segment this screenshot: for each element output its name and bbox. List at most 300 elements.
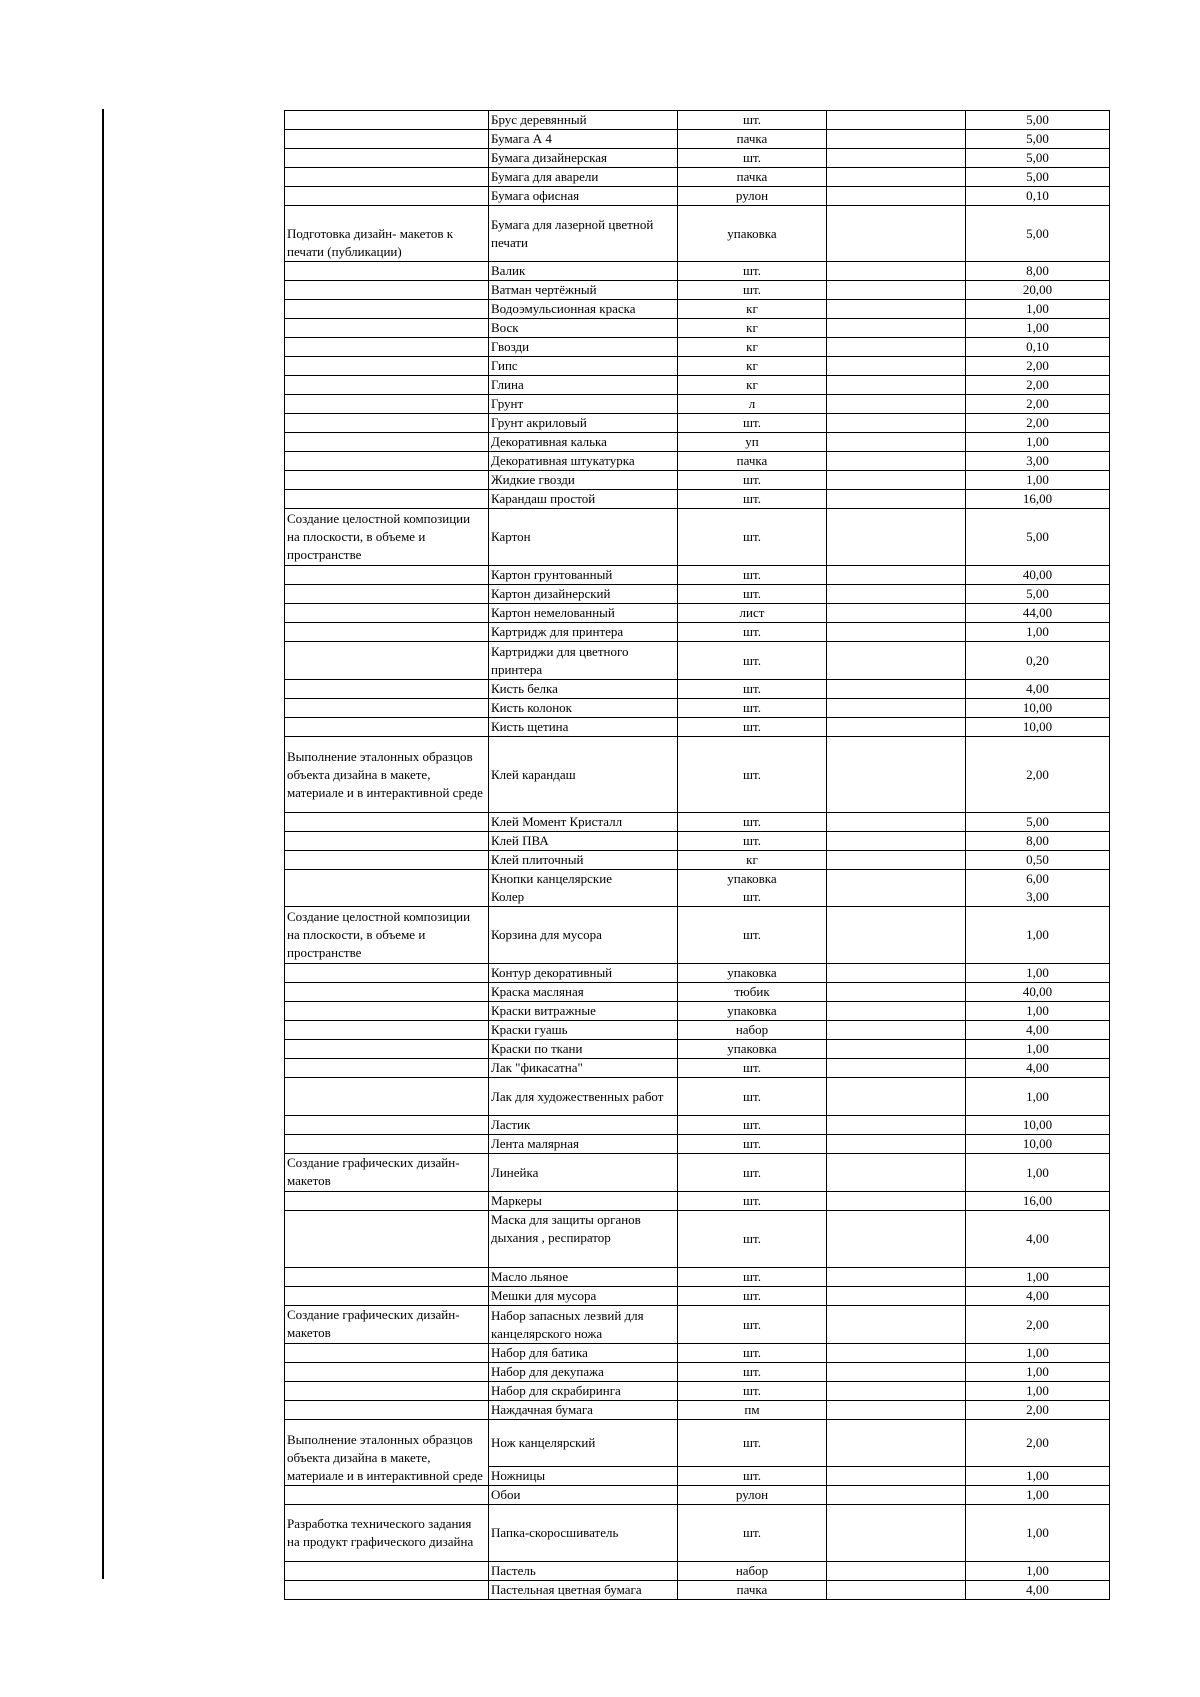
table-row (285, 206, 1110, 262)
empty-cell (827, 1467, 966, 1486)
unit-cell: шт. (678, 1268, 827, 1287)
task-cell (285, 1192, 489, 1211)
unit-cell: кг (678, 338, 827, 357)
task-cell: Разработка технического задания на продукт графического дизайна (285, 1505, 489, 1562)
unit-cell: пачка (678, 130, 827, 149)
empty-cell (827, 206, 966, 262)
table-row (285, 376, 1110, 395)
task-cell (285, 1401, 489, 1420)
task-cell (285, 1344, 489, 1363)
unit-cell: кг (678, 319, 827, 338)
table-row (285, 1116, 1110, 1135)
empty-cell (827, 907, 966, 964)
empty-cell (827, 376, 966, 395)
unit-cell: шт. (678, 1211, 827, 1268)
unit-cell: шт. (678, 414, 827, 433)
unit-cell: набор (678, 1562, 827, 1581)
task-cell: Создание графических дизайн-макетов (285, 1306, 489, 1344)
unit-cell: шт. (678, 718, 827, 737)
unit-cell: пачка (678, 168, 827, 187)
material-name-cell: Бумага А 4 (489, 130, 678, 149)
quantity-cell: 5,00 (966, 130, 1110, 149)
empty-cell (827, 1382, 966, 1401)
table-row (285, 1040, 1110, 1059)
table-row (285, 718, 1110, 737)
table-row (285, 1268, 1110, 1287)
empty-cell (827, 623, 966, 642)
material-name-cell: Гвозди (489, 338, 678, 357)
unit-cell: лист (678, 604, 827, 623)
table-row (285, 111, 1110, 130)
unit-cell: шт. (678, 149, 827, 168)
material-name-cell: Гипс (489, 357, 678, 376)
quantity-cell: 1,00 (966, 300, 1110, 319)
unit-cell: кг (678, 300, 827, 319)
table-row (285, 300, 1110, 319)
unit-cell: шт. (678, 490, 827, 509)
quantity-cell: 2,00 (966, 737, 1110, 813)
table-row (285, 1002, 1110, 1021)
task-cell (285, 1002, 489, 1021)
unit-cell: шт. (678, 1154, 827, 1192)
material-name-cell: Набор для батика (489, 1344, 678, 1363)
table-row (285, 983, 1110, 1002)
table-row (285, 642, 1110, 680)
material-name-cell: Картон грунтованный (489, 566, 678, 585)
unit-cell: упаковка (678, 964, 827, 983)
quantity-cell: 1,00 (966, 1268, 1110, 1287)
material-name-cell: Бумага офисная (489, 187, 678, 206)
empty-cell (827, 604, 966, 623)
quantity-cell: 10,00 (966, 699, 1110, 718)
task-cell (285, 187, 489, 206)
unit-cell: шт. (678, 262, 827, 281)
quantity-cell: 1,00 (966, 907, 1110, 964)
quantity-cell: 20,00 (966, 281, 1110, 300)
task-cell (285, 1078, 489, 1116)
unit-cell: шт. (678, 566, 827, 585)
table-row (285, 1420, 1110, 1467)
material-name-cell: Лак "фикасатна" (489, 1059, 678, 1078)
materials-table-body (285, 111, 1110, 1600)
table-row (285, 1021, 1110, 1040)
empty-cell (827, 357, 966, 376)
unit-cell: шт. (678, 1467, 827, 1486)
table-row (285, 680, 1110, 699)
unit-cell: пачка (678, 452, 827, 471)
unit-cell: рулон (678, 187, 827, 206)
quantity-cell: 5,00 (966, 111, 1110, 130)
task-cell (285, 414, 489, 433)
quantity-cell: 1,00 (966, 1078, 1110, 1116)
quantity-cell: 4,00 (966, 1021, 1110, 1040)
table-row (285, 585, 1110, 604)
task-cell (285, 490, 489, 509)
material-name-cell: Бумага для лазерной цветной печати (489, 206, 678, 262)
task-cell (285, 1363, 489, 1382)
unit-cell: пм (678, 1401, 827, 1420)
empty-cell (827, 1040, 966, 1059)
quantity-cell: 16,00 (966, 1192, 1110, 1211)
unit-cell: шт. (678, 737, 827, 813)
table-row (285, 414, 1110, 433)
unit-cell: шт. (678, 1363, 827, 1382)
material-name-cell: Клей карандаш (489, 737, 678, 813)
task-cell (285, 832, 489, 851)
material-name-cell: Водоэмульсионная краска (489, 300, 678, 319)
unit-cell: кг (678, 357, 827, 376)
table-row (285, 832, 1110, 851)
quantity-cell: 1,00 (966, 964, 1110, 983)
table-row (285, 433, 1110, 452)
task-cell (285, 1211, 489, 1268)
table-row (285, 1562, 1110, 1581)
unit-cell: шт. (678, 1306, 827, 1344)
task-cell (285, 395, 489, 414)
quantity-cell: 5,00 (966, 168, 1110, 187)
empty-cell (827, 832, 966, 851)
table-row (285, 566, 1110, 585)
empty-cell (827, 1401, 966, 1420)
unit-cell: шт. (678, 1420, 827, 1467)
task-cell (285, 1116, 489, 1135)
unit-cell: шт. (678, 623, 827, 642)
table-row (285, 281, 1110, 300)
task-cell (285, 1382, 489, 1401)
empty-cell (827, 737, 966, 813)
quantity-cell: 1,00 (966, 1040, 1110, 1059)
empty-cell (827, 566, 966, 585)
table-row (285, 1486, 1110, 1505)
unit-cell: шт. (678, 1505, 827, 1562)
empty-cell (827, 1059, 966, 1078)
task-cell (285, 851, 489, 870)
material-name-cell: Краска масляная (489, 983, 678, 1002)
empty-cell (827, 1078, 966, 1116)
task-cell (285, 1287, 489, 1306)
quantity-cell: 10,00 (966, 1116, 1110, 1135)
task-cell: Создание целостной композиции на плоскости, в объеме и пространстве (285, 509, 489, 566)
task-cell: Подготовка дизайн- макетов к печати (публикации) (285, 206, 489, 262)
material-name-cell: Кнопки канцелярские (489, 870, 678, 889)
unit-cell: шт. (678, 111, 827, 130)
task-cell (285, 1135, 489, 1154)
unit-cell: кг (678, 376, 827, 395)
empty-cell (827, 490, 966, 509)
table-row (285, 1078, 1110, 1116)
material-name-cell: Пастель (489, 1562, 678, 1581)
quantity-cell: 0,10 (966, 338, 1110, 357)
table-row (285, 851, 1110, 870)
material-name-cell: Ватман чертёжный (489, 281, 678, 300)
task-cell (285, 300, 489, 319)
quantity-cell: 5,00 (966, 206, 1110, 262)
table-row (285, 737, 1110, 813)
quantity-cell: 5,00 (966, 585, 1110, 604)
unit-cell: шт. (678, 642, 827, 680)
quantity-cell: 1,00 (966, 1486, 1110, 1505)
task-cell (285, 262, 489, 281)
empty-cell (827, 1420, 966, 1467)
task-cell (285, 585, 489, 604)
quantity-cell: 2,00 (966, 1401, 1110, 1420)
task-cell (285, 338, 489, 357)
task-cell (285, 452, 489, 471)
material-name-cell: Кисть колонок (489, 699, 678, 718)
task-cell (285, 1581, 489, 1600)
table-row (285, 319, 1110, 338)
task-cell (285, 281, 489, 300)
table-row (285, 168, 1110, 187)
table-row (285, 888, 1110, 907)
table-row (285, 1306, 1110, 1344)
material-name-cell: Ластик (489, 1116, 678, 1135)
empty-cell (827, 983, 966, 1002)
table-row (285, 1059, 1110, 1078)
material-name-cell: Маркеры (489, 1192, 678, 1211)
material-name-cell: Колер (489, 888, 678, 907)
task-cell (285, 319, 489, 338)
material-name-cell: Набор для декупажа (489, 1363, 678, 1382)
quantity-cell: 0,10 (966, 187, 1110, 206)
task-cell (285, 471, 489, 490)
table-row (285, 490, 1110, 509)
unit-cell: шт. (678, 1287, 827, 1306)
table-row (285, 1154, 1110, 1192)
empty-cell (827, 149, 966, 168)
material-name-cell: Линейка (489, 1154, 678, 1192)
empty-cell (827, 509, 966, 566)
empty-cell (827, 471, 966, 490)
quantity-cell: 2,00 (966, 376, 1110, 395)
quantity-cell: 1,00 (966, 1562, 1110, 1581)
empty-cell (827, 262, 966, 281)
empty-cell (827, 1268, 966, 1287)
material-name-cell: Брус деревянный (489, 111, 678, 130)
unit-cell: упаковка (678, 206, 827, 262)
material-name-cell: Кисть щетина (489, 718, 678, 737)
quantity-cell: 5,00 (966, 509, 1110, 566)
quantity-cell: 2,00 (966, 1306, 1110, 1344)
material-name-cell: Наждачная бумага (489, 1401, 678, 1420)
material-name-cell: Маска для защиты органов дыхания , респиратор (489, 1211, 678, 1268)
table-row (285, 1401, 1110, 1420)
task-cell (285, 433, 489, 452)
unit-cell: упаковка (678, 870, 827, 889)
unit-cell: шт. (678, 680, 827, 699)
empty-cell (827, 888, 966, 907)
empty-cell (827, 319, 966, 338)
material-name-cell: Картон (489, 509, 678, 566)
material-name-cell: Краски по ткани (489, 1040, 678, 1059)
unit-cell: шт. (678, 1116, 827, 1135)
task-cell (285, 1059, 489, 1078)
quantity-cell: 4,00 (966, 1059, 1110, 1078)
empty-cell (827, 1363, 966, 1382)
quantity-cell: 3,00 (966, 888, 1110, 907)
quantity-cell: 2,00 (966, 395, 1110, 414)
quantity-cell: 1,00 (966, 1505, 1110, 1562)
task-cell (285, 357, 489, 376)
table-row (285, 130, 1110, 149)
empty-cell (827, 870, 966, 889)
quantity-cell: 5,00 (966, 149, 1110, 168)
empty-cell (827, 1505, 966, 1562)
empty-cell (827, 718, 966, 737)
quantity-cell: 2,00 (966, 357, 1110, 376)
task-cell: Создание целостной композиции на плоскости, в объеме и пространстве (285, 907, 489, 964)
material-name-cell: Лак для художественных работ (489, 1078, 678, 1116)
task-cell: Выполнение эталонных образцов объекта дизайна в макете, материале и в интерактивной среде (285, 737, 489, 813)
quantity-cell: 1,00 (966, 433, 1110, 452)
empty-cell (827, 1021, 966, 1040)
unit-cell: шт. (678, 1192, 827, 1211)
table-row (285, 623, 1110, 642)
material-name-cell: Картон дизайнерский (489, 585, 678, 604)
unit-cell: шт. (678, 585, 827, 604)
empty-cell (827, 1154, 966, 1192)
unit-cell: пачка (678, 1581, 827, 1600)
unit-cell: шт. (678, 907, 827, 964)
table-row (285, 1344, 1110, 1363)
unit-cell: шт. (678, 832, 827, 851)
quantity-cell: 1,00 (966, 471, 1110, 490)
task-cell (285, 1486, 489, 1505)
material-name-cell: Набор запасных лезвий для канцелярского ножа (489, 1306, 678, 1344)
quantity-cell: 4,00 (966, 680, 1110, 699)
material-name-cell: Обои (489, 1486, 678, 1505)
empty-cell (827, 1562, 966, 1581)
table-row (285, 149, 1110, 168)
quantity-cell: 5,00 (966, 813, 1110, 832)
task-cell (285, 642, 489, 680)
material-name-cell: Пастельная цветная бумага (489, 1581, 678, 1600)
quantity-cell: 2,00 (966, 414, 1110, 433)
empty-cell (827, 1116, 966, 1135)
table-row (285, 1287, 1110, 1306)
empty-cell (827, 585, 966, 604)
table-row (285, 338, 1110, 357)
empty-cell (827, 964, 966, 983)
quantity-cell: 8,00 (966, 832, 1110, 851)
table-row (285, 907, 1110, 964)
task-cell (285, 168, 489, 187)
task-cell (285, 149, 489, 168)
quantity-cell: 40,00 (966, 983, 1110, 1002)
material-name-cell: Декоративная калька (489, 433, 678, 452)
material-name-cell: Грунт акриловый (489, 414, 678, 433)
quantity-cell: 4,00 (966, 1287, 1110, 1306)
material-name-cell: Ножницы (489, 1467, 678, 1486)
task-cell (285, 680, 489, 699)
material-name-cell: Мешки для мусора (489, 1287, 678, 1306)
table-row (285, 1211, 1110, 1268)
material-name-cell: Папка-скоросшиватель (489, 1505, 678, 1562)
empty-cell (827, 1486, 966, 1505)
quantity-cell: 0,20 (966, 642, 1110, 680)
page-margin-line (102, 109, 104, 1579)
task-cell (285, 1021, 489, 1040)
quantity-cell: 1,00 (966, 1002, 1110, 1021)
unit-cell: шт. (678, 1344, 827, 1363)
quantity-cell: 4,00 (966, 1581, 1110, 1600)
quantity-cell: 1,00 (966, 1363, 1110, 1382)
task-cell (285, 888, 489, 907)
empty-cell (827, 433, 966, 452)
quantity-cell: 1,00 (966, 1467, 1110, 1486)
unit-cell: шт. (678, 813, 827, 832)
task-cell (285, 1562, 489, 1581)
unit-cell: кг (678, 851, 827, 870)
unit-cell: шт. (678, 1059, 827, 1078)
task-cell (285, 964, 489, 983)
unit-cell: шт. (678, 1078, 827, 1116)
table-row (285, 964, 1110, 983)
task-cell (285, 1268, 489, 1287)
quantity-cell: 6,00 (966, 870, 1110, 889)
task-cell (285, 1040, 489, 1059)
material-name-cell: Бумага дизайнерская (489, 149, 678, 168)
quantity-cell: 2,00 (966, 1420, 1110, 1467)
empty-cell (827, 699, 966, 718)
material-name-cell: Лента малярная (489, 1135, 678, 1154)
material-name-cell: Грунт (489, 395, 678, 414)
task-cell (285, 376, 489, 395)
empty-cell (827, 851, 966, 870)
table-row (285, 604, 1110, 623)
empty-cell (827, 1192, 966, 1211)
table-row (285, 1505, 1110, 1562)
quantity-cell: 1,00 (966, 319, 1110, 338)
table-row (285, 395, 1110, 414)
table-row (285, 262, 1110, 281)
unit-cell: шт. (678, 281, 827, 300)
empty-cell (827, 395, 966, 414)
table-row (285, 471, 1110, 490)
empty-cell (827, 168, 966, 187)
table-row (285, 699, 1110, 718)
empty-cell (827, 1287, 966, 1306)
table-row (285, 870, 1110, 889)
unit-cell: шт. (678, 1135, 827, 1154)
material-name-cell: Клей ПВА (489, 832, 678, 851)
task-cell (285, 623, 489, 642)
materials-table (284, 110, 1110, 1600)
quantity-cell: 10,00 (966, 718, 1110, 737)
task-cell (285, 870, 489, 889)
unit-cell: упаковка (678, 1040, 827, 1059)
empty-cell (827, 338, 966, 357)
unit-cell: рулон (678, 1486, 827, 1505)
empty-cell (827, 300, 966, 319)
unit-cell: л (678, 395, 827, 414)
material-name-cell: Декоративная штукатурка (489, 452, 678, 471)
unit-cell: тюбик (678, 983, 827, 1002)
empty-cell (827, 1211, 966, 1268)
quantity-cell: 44,00 (966, 604, 1110, 623)
task-cell (285, 566, 489, 585)
empty-cell (827, 642, 966, 680)
quantity-cell: 3,00 (966, 452, 1110, 471)
material-name-cell: Краски витражные (489, 1002, 678, 1021)
table-row (285, 813, 1110, 832)
material-name-cell: Бумага для аварели (489, 168, 678, 187)
unit-cell: шт. (678, 509, 827, 566)
empty-cell (827, 452, 966, 471)
empty-cell (827, 1135, 966, 1154)
quantity-cell: 10,00 (966, 1135, 1110, 1154)
quantity-cell: 8,00 (966, 262, 1110, 281)
